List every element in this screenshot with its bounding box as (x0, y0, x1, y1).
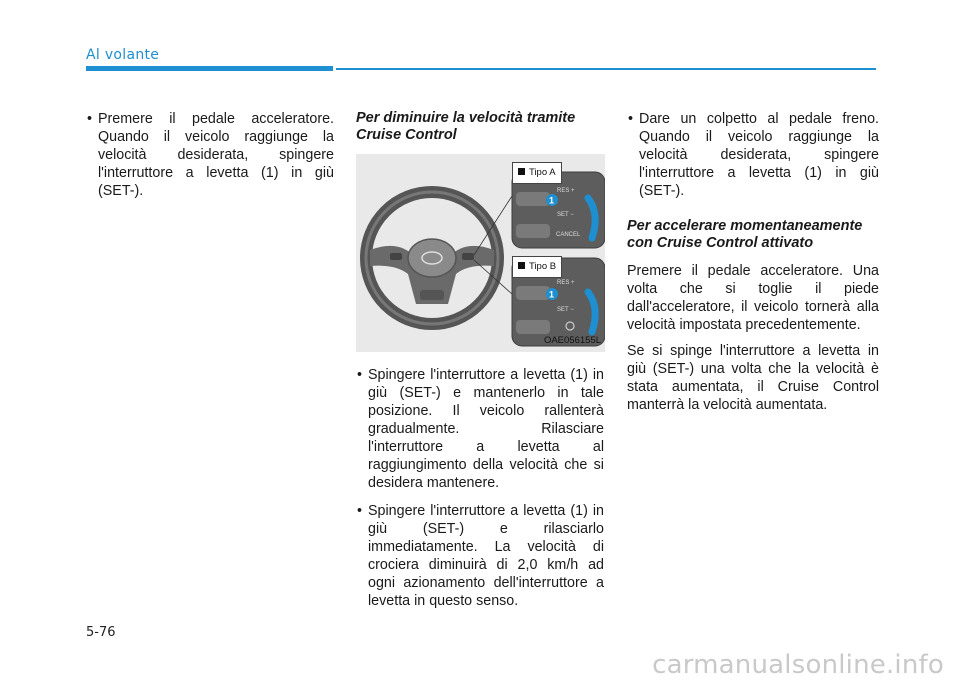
tipo-a-label (512, 162, 562, 184)
page-number: 5-76 (86, 625, 116, 640)
watermark: carmanualsonline.info (652, 650, 944, 680)
marker-1-a: 1 (549, 195, 555, 206)
section-title: Al volante (86, 47, 160, 63)
set-label-a: SET − (557, 212, 574, 218)
heading-decrease-speed: Per diminuire la velocità tramite Cruise Control (356, 110, 576, 143)
bullet-accelerate: • Premere il pedale acceleratore. Quando il veicolo raggiunge la velocità desiderata, spingere l'interruttore a levetta (1) in giù (SET-). (86, 110, 334, 200)
figure-code: OAE056155L (543, 335, 601, 346)
res-label-b: RES + (557, 280, 575, 286)
header-rule-thin (336, 68, 876, 70)
column-middle (356, 110, 604, 620)
res-label-a: RES + (557, 188, 575, 194)
steering-wheel-hub (408, 239, 456, 277)
steering-wheel-illustration (356, 154, 605, 352)
bullet-brake: • Dare un colpetto al pedale freno. Quando il veicolo raggiunge la velocità desiderata, spingere l'interruttore a levetta (1) in giù (SET-). (627, 110, 879, 200)
tipo-b-text: Tipo B (529, 261, 557, 272)
tipo-a-text: Tipo A (529, 167, 556, 178)
set-label-b: SET − (557, 307, 574, 313)
column-left (86, 110, 334, 210)
paragraph-set-increased: Se si spinge l'interruttore a levetta in giù (SET-) una volta che la velocità è stata aumentata, il Cruise Control manterrà la velocità aumentata. (627, 343, 879, 413)
bullet-hold-switch: • Spingere l'interruttore a levetta (1) in giù (SET-) e mantenerlo in tale posizione. Il veicolo rallenterà gradualmente. Rilasciare l'interruttore a levetta al raggiungimento della velocità che si desidera mantenere. (356, 366, 604, 492)
marker-1-b: 1 (549, 289, 555, 300)
cancel-label: CANCEL (556, 232, 581, 238)
heading-temporary-accelerate: Per accelerare momentaneamente con Cruise Control attivato (627, 218, 863, 251)
header-rule-thick (86, 66, 333, 71)
tipo-b-label (512, 256, 562, 278)
column-right (627, 110, 879, 422)
steering-wheel-figure (356, 154, 605, 352)
paragraph-accelerator: Premere il pedale acceleratore. Una volta che si toglie il piede dall'acceleratore, il veicolo tornerà alla velocità impostata precedentemente. (627, 263, 879, 333)
bullet-tap-switch: • Spingere l'interruttore a levetta (1) in giù (SET-) e rilasciarlo immediatamente. La velocità di crociera diminuirà di 2,0 km/h ad ogni azionamento dell'interruttore a levetta in questo senso. (356, 502, 604, 610)
